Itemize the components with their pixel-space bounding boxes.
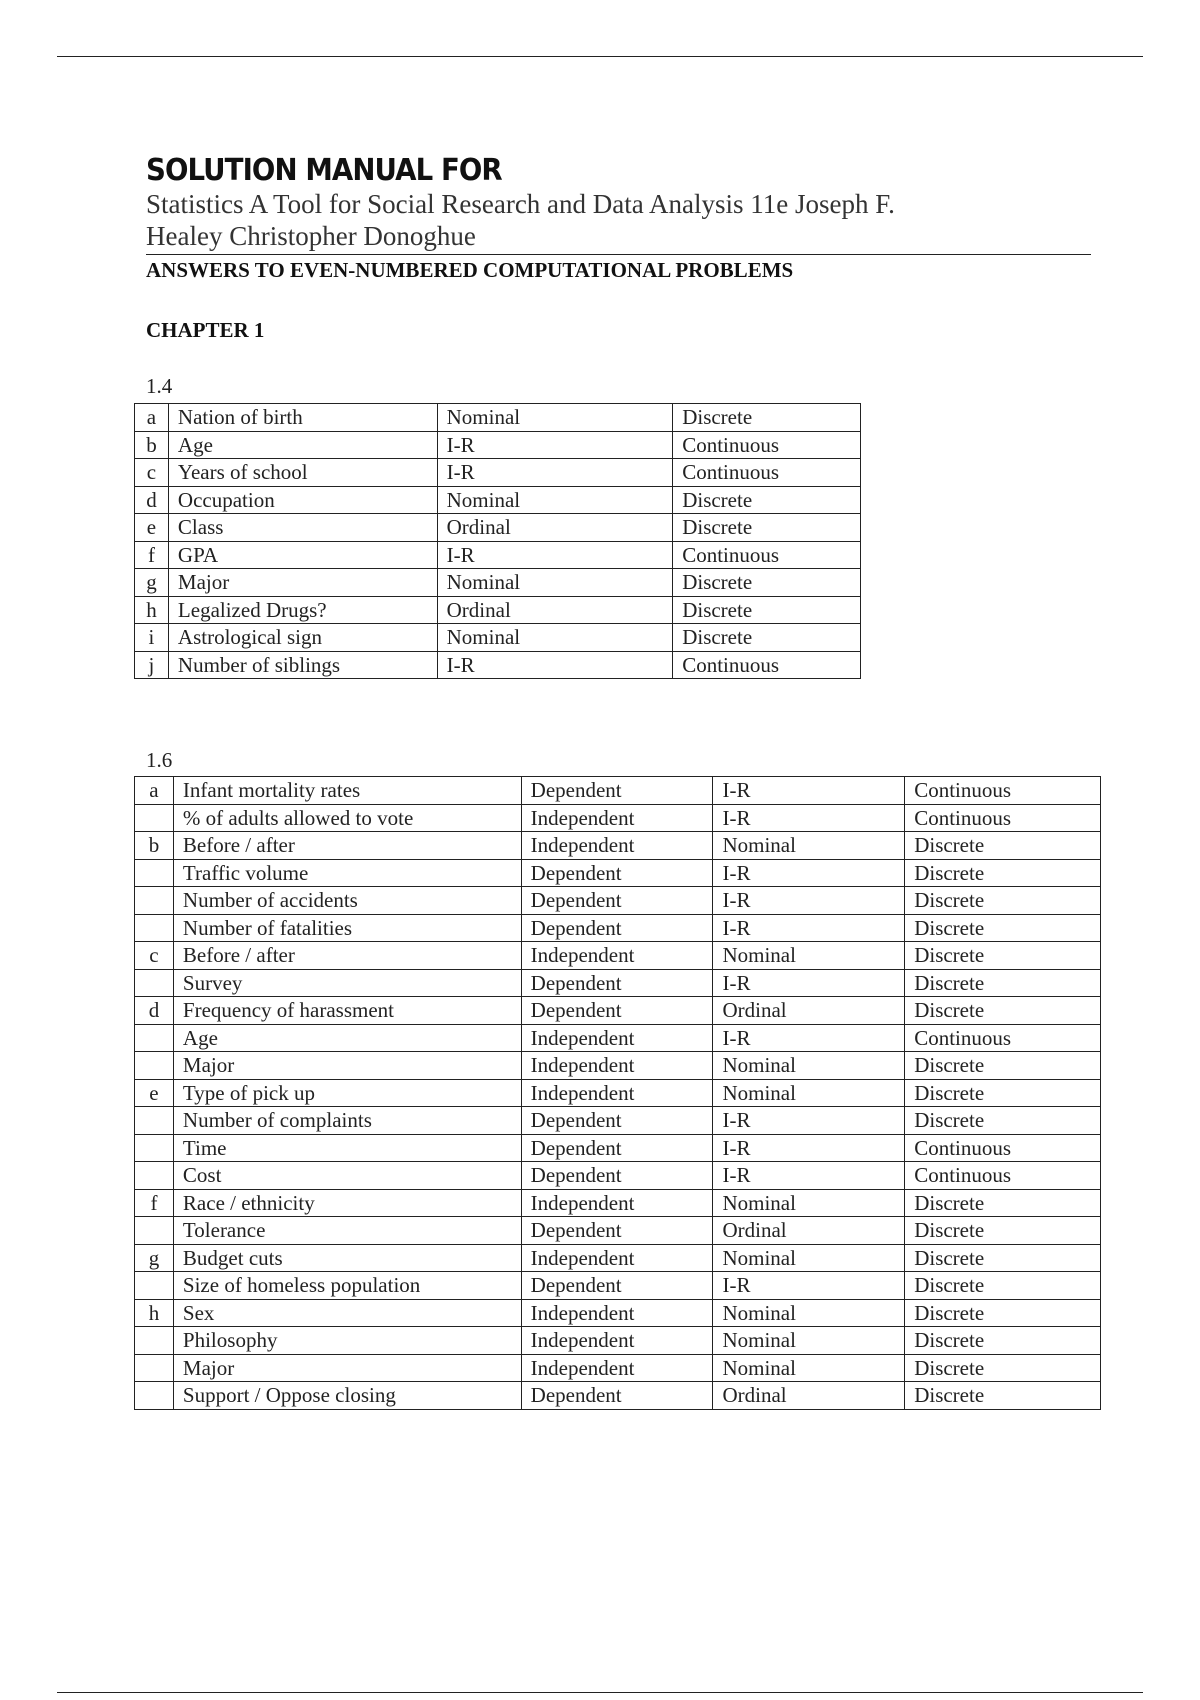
item-letter-cell: a <box>135 404 169 432</box>
level-cell: Ordinal <box>713 1382 905 1410</box>
table-row <box>135 1189 1101 1217</box>
type-cell: Discrete <box>673 404 861 432</box>
variable-cell: Number of siblings <box>168 651 437 679</box>
item-letter-cell <box>135 1052 174 1080</box>
level-cell: Ordinal <box>437 596 673 624</box>
table-row <box>135 1272 1101 1300</box>
title-block <box>146 154 1091 283</box>
role-cell: Dependent <box>521 997 713 1025</box>
variable-cell: Major <box>168 569 437 597</box>
item-letter-cell <box>135 1134 174 1162</box>
variable-cell: Legalized Drugs? <box>168 596 437 624</box>
type-cell: Discrete <box>905 1244 1101 1272</box>
level-cell: I-R <box>713 1272 905 1300</box>
item-letter-cell: h <box>135 1299 174 1327</box>
variable-cell: Before / after <box>173 832 521 860</box>
type-cell: Discrete <box>905 859 1101 887</box>
variable-cell: Size of homeless population <box>173 1272 521 1300</box>
role-cell: Independent <box>521 1024 713 1052</box>
problem-1-4-table <box>134 403 861 679</box>
type-cell: Continuous <box>905 1162 1101 1190</box>
table-row <box>135 651 861 679</box>
variable-cell: Age <box>168 431 437 459</box>
type-cell: Continuous <box>905 1024 1101 1052</box>
level-cell: Nominal <box>713 1189 905 1217</box>
variable-cell: Sex <box>173 1299 521 1327</box>
table-row <box>135 1217 1101 1245</box>
table-row <box>135 1299 1101 1327</box>
item-letter-cell: e <box>135 514 169 542</box>
type-cell: Discrete <box>673 596 861 624</box>
table-row <box>135 969 1101 997</box>
role-cell: Independent <box>521 832 713 860</box>
table-row <box>135 1024 1101 1052</box>
level-cell: I-R <box>437 459 673 487</box>
variable-cell: Number of complaints <box>173 1107 521 1135</box>
level-cell: Nominal <box>713 1079 905 1107</box>
variable-cell: Nation of birth <box>168 404 437 432</box>
table-row <box>135 569 861 597</box>
table-row <box>135 514 861 542</box>
role-cell: Independent <box>521 1079 713 1107</box>
item-letter-cell: b <box>135 832 174 860</box>
level-cell: Nominal <box>713 942 905 970</box>
role-cell: Dependent <box>521 1107 713 1135</box>
table-row <box>135 859 1101 887</box>
role-cell: Independent <box>521 1189 713 1217</box>
variable-cell: Infant mortality rates <box>173 777 521 805</box>
table-row <box>135 1327 1101 1355</box>
variable-cell: Traffic volume <box>173 859 521 887</box>
level-cell: I-R <box>713 887 905 915</box>
variable-cell: Budget cuts <box>173 1244 521 1272</box>
type-cell: Discrete <box>905 1189 1101 1217</box>
level-cell: Nominal <box>437 624 673 652</box>
role-cell: Dependent <box>521 1382 713 1410</box>
table-row <box>135 624 861 652</box>
table-row <box>135 431 861 459</box>
table-row <box>135 1354 1101 1382</box>
item-letter-cell: d <box>135 997 174 1025</box>
table-row <box>135 914 1101 942</box>
role-cell: Dependent <box>521 969 713 997</box>
level-cell: Nominal <box>437 569 673 597</box>
level-cell: I-R <box>713 914 905 942</box>
type-cell: Discrete <box>905 942 1101 970</box>
table-row <box>135 942 1101 970</box>
table-row <box>135 404 861 432</box>
table-row <box>135 1079 1101 1107</box>
role-cell: Dependent <box>521 1134 713 1162</box>
item-letter-cell: g <box>135 1244 174 1272</box>
type-cell: Discrete <box>905 1079 1101 1107</box>
item-letter-cell: i <box>135 624 169 652</box>
level-cell: Ordinal <box>713 997 905 1025</box>
problem-1-6-label: 1.6 <box>146 748 173 772</box>
table-row <box>135 459 861 487</box>
level-cell: Nominal <box>437 404 673 432</box>
problem-1-6-table <box>134 776 1101 1410</box>
item-letter-cell <box>135 1024 174 1052</box>
answers-heading: ANSWERS TO EVEN-NUMBERED COMPUTATIONAL PROBLEMS <box>146 258 794 282</box>
role-cell: Independent <box>521 1299 713 1327</box>
item-letter-cell: b <box>135 431 169 459</box>
item-letter-cell: e <box>135 1079 174 1107</box>
type-cell: Continuous <box>673 431 861 459</box>
variable-cell: Tolerance <box>173 1217 521 1245</box>
type-cell: Continuous <box>673 651 861 679</box>
role-cell: Independent <box>521 1244 713 1272</box>
level-cell: Ordinal <box>437 514 673 542</box>
type-cell: Discrete <box>673 514 861 542</box>
variable-cell: Class <box>168 514 437 542</box>
level-cell: I-R <box>713 969 905 997</box>
role-cell: Dependent <box>521 777 713 805</box>
level-cell: I-R <box>437 541 673 569</box>
type-cell: Discrete <box>905 1052 1101 1080</box>
type-cell: Continuous <box>905 804 1101 832</box>
level-cell: I-R <box>713 1162 905 1190</box>
type-cell: Discrete <box>905 1217 1101 1245</box>
item-letter-cell <box>135 914 174 942</box>
table-row <box>135 541 861 569</box>
item-letter-cell: c <box>135 459 169 487</box>
variable-cell: Type of pick up <box>173 1079 521 1107</box>
level-cell: I-R <box>437 431 673 459</box>
type-cell: Discrete <box>905 832 1101 860</box>
variable-cell: Number of fatalities <box>173 914 521 942</box>
level-cell: Nominal <box>437 486 673 514</box>
table-row <box>135 1162 1101 1190</box>
item-letter-cell <box>135 1217 174 1245</box>
type-cell: Continuous <box>905 777 1101 805</box>
level-cell: I-R <box>713 1107 905 1135</box>
role-cell: Independent <box>521 1354 713 1382</box>
role-cell: Independent <box>521 1327 713 1355</box>
table-row <box>135 1052 1101 1080</box>
level-cell: I-R <box>713 777 905 805</box>
role-cell: Independent <box>521 804 713 832</box>
type-cell: Continuous <box>673 459 861 487</box>
book-title: Statistics A Tool for Social Research and Data Analysis 11e Joseph F. Healey Christopher Donoghue <box>146 189 895 251</box>
item-letter-cell: f <box>135 1189 174 1217</box>
item-letter-cell <box>135 1354 174 1382</box>
variable-cell: Age <box>173 1024 521 1052</box>
type-cell: Discrete <box>905 914 1101 942</box>
item-letter-cell <box>135 1162 174 1190</box>
item-letter-cell: g <box>135 569 169 597</box>
variable-cell: Time <box>173 1134 521 1162</box>
variable-cell: Philosophy <box>173 1327 521 1355</box>
item-letter-cell <box>135 969 174 997</box>
table-row <box>135 804 1101 832</box>
item-letter-cell <box>135 1272 174 1300</box>
role-cell: Independent <box>521 942 713 970</box>
table-row <box>135 887 1101 915</box>
table-row <box>135 1382 1101 1410</box>
bottom-page-rule <box>57 1692 1143 1693</box>
level-cell: I-R <box>713 1024 905 1052</box>
level-cell: Nominal <box>713 1244 905 1272</box>
table-row <box>135 832 1101 860</box>
manual-title: SOLUTION MANUAL FOR <box>146 153 502 188</box>
top-page-rule <box>57 56 1143 57</box>
variable-cell: Support / Oppose closing <box>173 1382 521 1410</box>
variable-cell: Frequency of harassment <box>173 997 521 1025</box>
item-letter-cell <box>135 1107 174 1135</box>
role-cell: Dependent <box>521 887 713 915</box>
level-cell: Ordinal <box>713 1217 905 1245</box>
table-row <box>135 596 861 624</box>
role-cell: Dependent <box>521 914 713 942</box>
item-letter-cell <box>135 1382 174 1410</box>
variable-cell: Years of school <box>168 459 437 487</box>
table-row <box>135 1107 1101 1135</box>
level-cell: Nominal <box>713 832 905 860</box>
item-letter-cell: f <box>135 541 169 569</box>
item-letter-cell: h <box>135 596 169 624</box>
item-letter-cell <box>135 887 174 915</box>
item-letter-cell <box>135 1327 174 1355</box>
type-cell: Discrete <box>905 1382 1101 1410</box>
type-cell: Discrete <box>673 624 861 652</box>
variable-cell: Before / after <box>173 942 521 970</box>
type-cell: Continuous <box>905 1134 1101 1162</box>
variable-cell: Major <box>173 1052 521 1080</box>
type-cell: Discrete <box>905 969 1101 997</box>
type-cell: Discrete <box>673 486 861 514</box>
item-letter-cell <box>135 804 174 832</box>
role-cell: Dependent <box>521 1217 713 1245</box>
chapter-heading: CHAPTER 1 <box>146 318 265 342</box>
item-letter-cell: c <box>135 942 174 970</box>
table-row <box>135 486 861 514</box>
variable-cell: Astrological sign <box>168 624 437 652</box>
variable-cell: Number of accidents <box>173 887 521 915</box>
role-cell: Dependent <box>521 1162 713 1190</box>
type-cell: Discrete <box>905 1299 1101 1327</box>
type-cell: Discrete <box>905 1272 1101 1300</box>
title-divider <box>146 254 1091 255</box>
role-cell: Independent <box>521 1052 713 1080</box>
type-cell: Discrete <box>905 1354 1101 1382</box>
item-letter-cell: j <box>135 651 169 679</box>
variable-cell: Survey <box>173 969 521 997</box>
item-letter-cell: d <box>135 486 169 514</box>
type-cell: Discrete <box>905 887 1101 915</box>
type-cell: Discrete <box>905 1107 1101 1135</box>
level-cell: I-R <box>713 1134 905 1162</box>
level-cell: Nominal <box>713 1299 905 1327</box>
variable-cell: Occupation <box>168 486 437 514</box>
item-letter-cell: a <box>135 777 174 805</box>
variable-cell: Major <box>173 1354 521 1382</box>
role-cell: Dependent <box>521 859 713 887</box>
level-cell: Nominal <box>713 1052 905 1080</box>
role-cell: Dependent <box>521 1272 713 1300</box>
table-row <box>135 1244 1101 1272</box>
type-cell: Discrete <box>905 997 1101 1025</box>
type-cell: Continuous <box>673 541 861 569</box>
variable-cell: GPA <box>168 541 437 569</box>
level-cell: Nominal <box>713 1354 905 1382</box>
level-cell: Nominal <box>713 1327 905 1355</box>
item-letter-cell <box>135 859 174 887</box>
level-cell: I-R <box>713 804 905 832</box>
table-row <box>135 777 1101 805</box>
problem-1-4-label: 1.4 <box>146 374 173 398</box>
type-cell: Discrete <box>673 569 861 597</box>
variable-cell: Race / ethnicity <box>173 1189 521 1217</box>
variable-cell: % of adults allowed to vote <box>173 804 521 832</box>
variable-cell: Cost <box>173 1162 521 1190</box>
table-row <box>135 1134 1101 1162</box>
table-row <box>135 997 1101 1025</box>
level-cell: I-R <box>437 651 673 679</box>
level-cell: I-R <box>713 859 905 887</box>
type-cell: Discrete <box>905 1327 1101 1355</box>
